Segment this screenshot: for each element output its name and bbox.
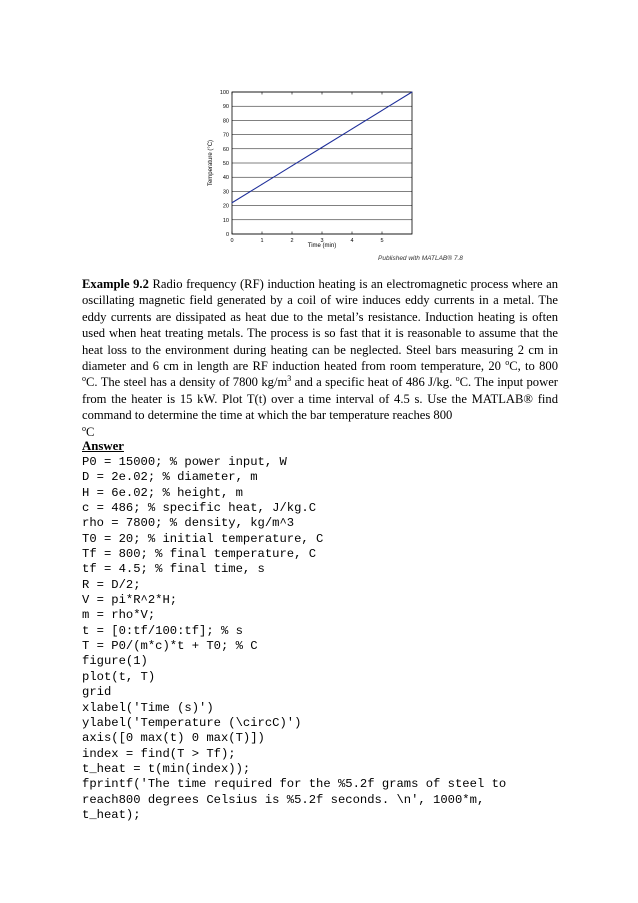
code-line: grid bbox=[82, 685, 112, 700]
y-tick-label: 10 bbox=[222, 217, 229, 224]
code-line: V = pi*R^2*H; bbox=[82, 593, 178, 608]
x-tick-label: 4 bbox=[350, 238, 354, 244]
data-point bbox=[352, 128, 353, 129]
answer-heading: Answer bbox=[82, 439, 124, 453]
published-note: Published with MATLAB® 7.8 bbox=[378, 255, 463, 262]
code-line: t_heat = t(min(index)); bbox=[82, 761, 251, 776]
data-point bbox=[262, 184, 263, 185]
data-point bbox=[232, 202, 233, 203]
x-tick-label: 2 bbox=[290, 238, 294, 244]
x-tick-label: 5 bbox=[380, 238, 384, 244]
code-line: axis([0 max(t) 0 max(T)]) bbox=[82, 731, 265, 746]
code-line: reach800 degrees Celsius is %5.2f seconds. \n', 1000*m, bbox=[82, 792, 485, 807]
degree-mark: o bbox=[455, 374, 460, 384]
code-line: fprintf('The time required for the %5.2f grams of steel to bbox=[82, 777, 507, 792]
y-tick-label: 90 bbox=[222, 104, 229, 111]
x-tick-label: 1 bbox=[260, 238, 264, 244]
chart-ticks bbox=[220, 90, 384, 244]
y-tick-label: 70 bbox=[222, 132, 229, 139]
chart-grid bbox=[232, 92, 412, 234]
code-line: P0 = 15000; % power input, W bbox=[82, 455, 287, 469]
cube-exponent: 3 bbox=[287, 374, 292, 384]
code-line: rho = 7800; % density, kg/m^3 bbox=[82, 516, 295, 531]
data-point bbox=[382, 110, 383, 111]
code-line: R = D/2; bbox=[82, 577, 141, 592]
code-line: H = 6e.02; % height, m bbox=[82, 485, 243, 500]
code-line: index = find(T > Tf); bbox=[82, 746, 236, 761]
data-point bbox=[412, 92, 413, 93]
x-tick-label: 3 bbox=[320, 238, 324, 244]
chart-series bbox=[232, 92, 413, 204]
y-tick-label: 20 bbox=[222, 203, 229, 210]
code-line: Tf = 800; % final temperature, C bbox=[82, 547, 317, 562]
example-label: Example 9.2 bbox=[82, 277, 149, 291]
degree-mark: o bbox=[505, 358, 510, 368]
y-tick-label: 40 bbox=[222, 175, 229, 182]
example-text-2: C, to 800 bbox=[509, 359, 558, 374]
y-tick-label: 80 bbox=[222, 118, 229, 125]
y-tick-label: 60 bbox=[222, 146, 229, 153]
code-line: D = 2e.02; % diameter, m bbox=[82, 470, 258, 485]
data-point bbox=[292, 165, 293, 166]
y-tick-label: 100 bbox=[219, 90, 229, 96]
x-axis-label: Time (min) bbox=[307, 243, 337, 249]
y-tick-label: 0 bbox=[225, 232, 229, 238]
code-line: t_heat); bbox=[82, 807, 141, 822]
example-text-4: and a specific heat of 486 J/kg. bbox=[291, 375, 456, 390]
code-line: T = P0/(m*c)*t + T0; % C bbox=[82, 639, 258, 654]
code-line: ylabel('Temperature (\circC)') bbox=[82, 715, 302, 730]
code-line: xlabel('Time (s)') bbox=[82, 700, 214, 715]
example-text-3: C. The steel has a density of 7800 kg/m bbox=[86, 375, 288, 390]
y-tick-label: 50 bbox=[222, 161, 229, 167]
code-line: c = 486; % specific heat, J/kg.C bbox=[82, 501, 317, 516]
code-line: t = [0:tf/100:tf]; % s bbox=[82, 623, 243, 638]
degree-mark: o bbox=[82, 423, 86, 433]
y-tick-label: 30 bbox=[222, 189, 229, 196]
code-line: T0 = 20; % initial temperature, C bbox=[82, 531, 324, 546]
x-tick-label: 0 bbox=[230, 238, 234, 244]
temperature-chart bbox=[200, 84, 450, 254]
code-line: figure(1) bbox=[82, 654, 148, 669]
example-text-6: C bbox=[86, 424, 95, 439]
data-point bbox=[322, 147, 323, 148]
y-axis-label: Temperature (°C) bbox=[208, 139, 214, 187]
example-text-1: Radio frequency (RF) induction heating is an electromagnetic process where an oscillating magnetic field generated by a coil of wire induces eddy currents in a metal. The eddy currents are dissipated as heat due to the metal’s resistance. Induction heating is often used when heat treating metals. The process is so fast that it is reasonable to assume that the heat loss to the environment during heating can be neglected. Steel bars measuring 2 cm in diameter and 6 cm in length are RF induction heated from room temperature, 20 bbox=[82, 277, 558, 374]
code-line: plot(t, T) bbox=[82, 669, 156, 684]
example-text-5: C. The input power from the heater is 15 kW. Plot T(t) over a time interval of 4.5 s. Use the MATLAB® find command to determine the time at which the bar temperature reaches 800 bbox=[82, 375, 558, 423]
degree-mark: o bbox=[82, 374, 86, 384]
code-line: tf = 4.5; % final time, s bbox=[82, 562, 265, 577]
code-line: m = rho*V; bbox=[82, 608, 156, 623]
matlab-code-block bbox=[82, 455, 562, 823]
example-paragraph bbox=[82, 276, 558, 440]
